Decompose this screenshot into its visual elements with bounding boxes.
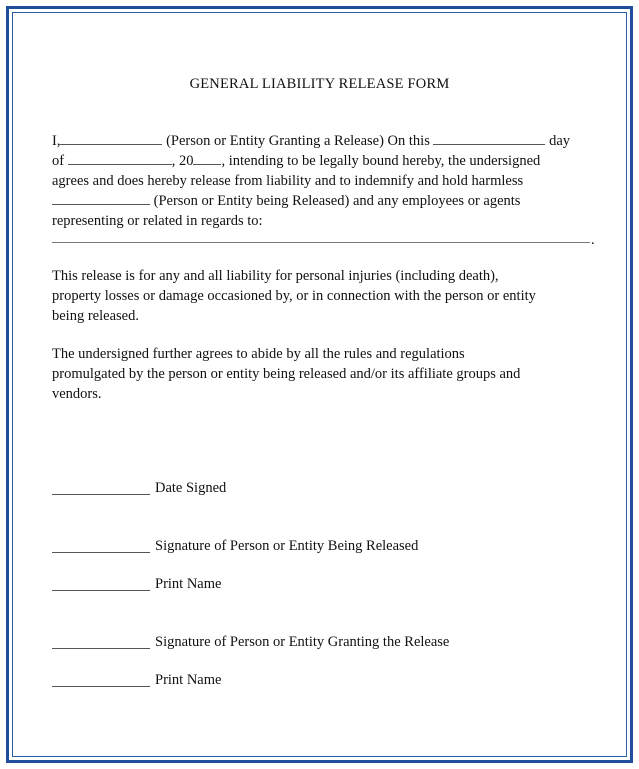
year-prefix: , 20 <box>171 153 194 169</box>
sig-granting-blank[interactable] <box>52 648 150 649</box>
regards-to-blank[interactable] <box>52 242 590 243</box>
grantor-label: (Person or Entity Granting a Release) On this <box>166 133 430 149</box>
sig-granting-label: Signature of Person or Entity Granting the Release <box>155 634 450 650</box>
text-i: I, <box>52 133 61 149</box>
para1-line1 <box>52 132 570 150</box>
para3-line3: vendors. <box>52 386 102 402</box>
sig-released-label: Signature of Person or Entity Being Released <box>155 538 419 554</box>
print-name-2-blank[interactable] <box>52 686 150 687</box>
para2-line2: property losses or damage occasioned by, or in connection with the person or entity <box>52 288 536 304</box>
period: . <box>591 232 595 248</box>
released-name-blank[interactable] <box>52 192 150 205</box>
para2-line1: This release is for any and all liability for personal injuries (including death), <box>52 268 499 284</box>
released-label: (Person or Entity being Released) and any employees or agents <box>153 193 521 209</box>
text-of: of <box>52 153 65 169</box>
para2-line3: being released. <box>52 308 139 324</box>
year-blank[interactable] <box>193 152 221 165</box>
para1-line2 <box>52 152 540 170</box>
sig-released-blank[interactable] <box>52 552 150 553</box>
form-title: GENERAL LIABILITY RELEASE FORM <box>189 76 450 92</box>
day-label: day <box>549 133 571 149</box>
para1-line4 <box>52 192 520 210</box>
print-name-1-label: Print Name <box>155 576 222 592</box>
para1-line3: agrees and does hereby release from liability and to indemnify and hold harmless <box>52 173 524 189</box>
print-name-2-label: Print Name <box>155 672 222 688</box>
para3-line1: The undersigned further agrees to abide by all the rules and regulations <box>52 346 465 362</box>
month-blank[interactable] <box>68 152 172 165</box>
day-blank[interactable] <box>433 132 545 145</box>
print-name-1-blank[interactable] <box>52 590 150 591</box>
para1-line5: representing or related in regards to: <box>52 213 263 229</box>
intending-text: , intending to be legally bound hereby, the undersigned <box>221 153 541 169</box>
date-signed-blank[interactable] <box>52 494 150 495</box>
grantor-name-blank[interactable] <box>60 132 162 145</box>
para3-line2: promulgated by the person or entity being released and/or its affiliate groups and <box>52 366 521 382</box>
date-signed-label: Date Signed <box>155 480 227 496</box>
